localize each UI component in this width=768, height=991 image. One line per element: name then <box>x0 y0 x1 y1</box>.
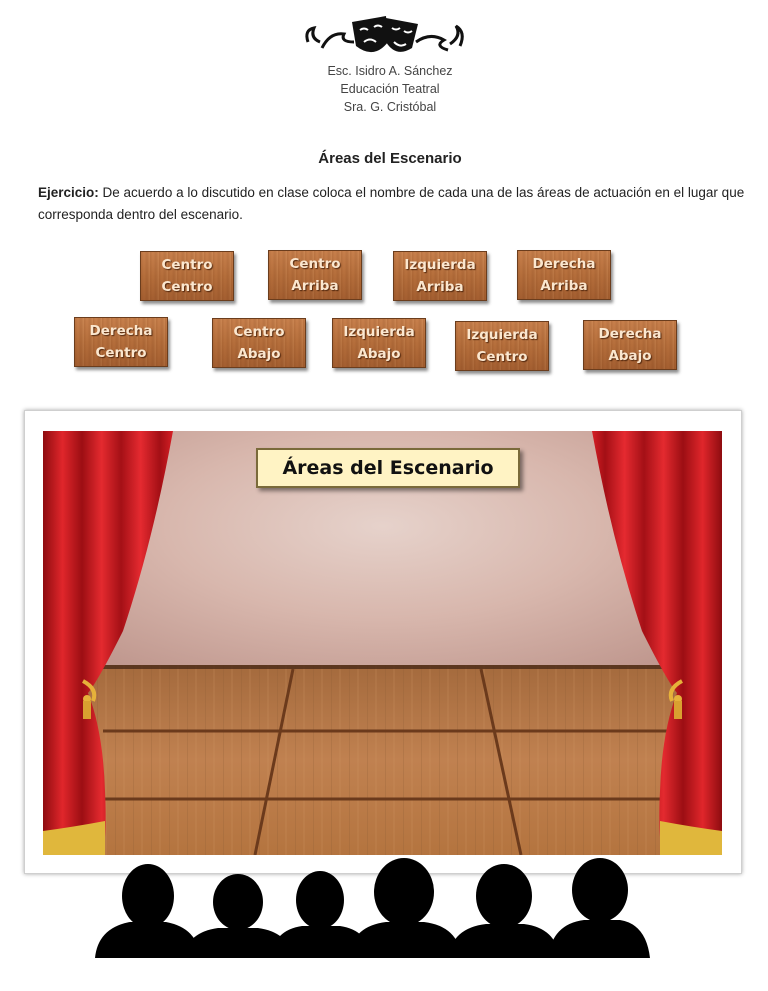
stage-sign: Áreas del Escenario <box>256 448 520 488</box>
tile-derecha-centro[interactable] <box>74 317 168 367</box>
tile-label: Abajo <box>357 346 401 362</box>
tile-label: Derecha <box>598 326 662 342</box>
tile-label: Derecha <box>89 323 153 339</box>
tile-label: Centro <box>161 279 213 295</box>
exercise-label: Ejercicio: <box>38 185 99 200</box>
tile-label: Abajo <box>608 348 652 364</box>
tile-derecha-arriba[interactable] <box>517 250 611 300</box>
tile-label: Centro <box>233 324 285 340</box>
tile-label: Arriba <box>291 278 339 294</box>
school-name: Esc. Isidro A. Sánchez <box>327 64 453 78</box>
tile-label: Izquierda <box>466 327 538 343</box>
tile-label: Arriba <box>540 278 588 294</box>
tile-izquierda-abajo[interactable] <box>332 318 426 368</box>
exercise-text: De acuerdo a lo discutido en clase coloca el nombre de cada una de las áreas de actuación en el lugar que corresponda dentro del escenario. <box>38 185 745 222</box>
tile-centro-arriba[interactable] <box>268 250 362 300</box>
tile-centro-abajo[interactable] <box>212 318 306 368</box>
audience-silhouettes-icon <box>90 858 650 958</box>
tile-label: Arriba <box>416 279 464 295</box>
tile-label: Izquierda <box>404 257 476 273</box>
tile-label: Centro <box>95 345 147 361</box>
tile-derecha-abajo[interactable] <box>583 320 677 370</box>
page-title: Áreas del Escenario <box>318 150 462 167</box>
theater-masks-icon <box>300 12 470 62</box>
tile-label: Derecha <box>532 256 596 272</box>
tile-label: Centro <box>476 349 528 365</box>
right-curtain <box>592 431 722 855</box>
tile-label: Izquierda <box>343 324 415 340</box>
tile-izquierda-arriba[interactable] <box>393 251 487 301</box>
teacher-name: Sra. G. Cristóbal <box>343 100 437 114</box>
tile-label: Centro <box>289 256 341 272</box>
tile-izquierda-centro[interactable] <box>455 321 549 371</box>
tile-centro-centro[interactable] <box>140 251 234 301</box>
stage-drop-area[interactable] <box>43 431 722 855</box>
left-curtain <box>43 431 173 855</box>
exercise-instructions <box>38 182 750 226</box>
tile-label: Centro <box>161 257 213 273</box>
subject-name: Educación Teatral <box>340 82 440 96</box>
tile-label: Abajo <box>237 346 281 362</box>
